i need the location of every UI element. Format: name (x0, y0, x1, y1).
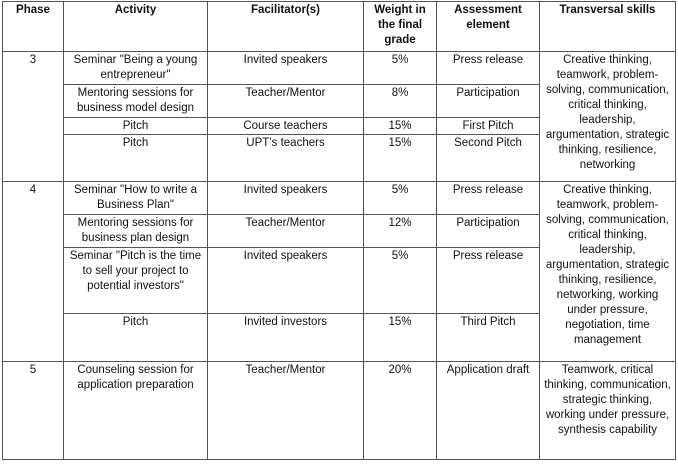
assessment-cell: Press release (437, 182, 540, 215)
phase-cell: 5 (3, 362, 64, 460)
activity-cell: Pitch (64, 314, 208, 362)
header-activity: Activity (64, 2, 208, 52)
header-facilitators: Facilitator(s) (208, 2, 364, 52)
table-row (3, 362, 676, 460)
facilitator-cell: UPT’s teachers (208, 135, 364, 182)
activity-cell: Counseling session for application preparation (64, 362, 208, 460)
activity-cell: Seminar "Being a young entrepreneur" (64, 52, 208, 85)
facilitator-cell: Teacher/Mentor (208, 85, 364, 118)
assessment-cell: Third Pitch (437, 314, 540, 362)
assessment-cell: Participation (437, 85, 540, 118)
header-weight: Weight in the final grade (364, 2, 437, 52)
weight-cell: 8% (364, 85, 437, 118)
weight-cell: 5% (364, 52, 437, 85)
activity-cell: Mentoring sessions for business plan design (64, 215, 208, 248)
assessment-cell: Application draft (437, 362, 540, 460)
facilitator-cell: Invited speakers (208, 52, 364, 85)
activity-cell: Pitch (64, 118, 208, 135)
skills-cell: Creative thinking, teamwork, problem-solving, communication, critical thinking, leadership, argumentation, strategic thinking, resilience, networking (540, 52, 676, 182)
assessment-cell: First Pitch (437, 118, 540, 135)
weight-cell: 15% (364, 118, 437, 135)
skills-cell: Teamwork, critical thinking, communication, strategic thinking, working under pressure, synthesis capability (540, 362, 676, 460)
facilitator-cell: Teacher/Mentor (208, 215, 364, 248)
skills-cell: Creative thinking, teamwork, problem-solving, communication, critical thinking, leadership, argumentation, strategic thinking, resilience, networking, working under pressure, negotiation, time management (540, 182, 676, 362)
phase-cell: 4 (3, 182, 64, 362)
activities-table (2, 1, 676, 460)
assessment-cell: Participation (437, 215, 540, 248)
header-assessment: Assessment element (437, 2, 540, 52)
table-row (3, 182, 676, 215)
activity-cell: Seminar "How to write a Business Plan" (64, 182, 208, 215)
phase-cell: 3 (3, 52, 64, 182)
facilitator-cell: Course teachers (208, 118, 364, 135)
facilitator-cell: Invited investors (208, 314, 364, 362)
activity-cell: Mentoring sessions for business model design (64, 85, 208, 118)
activity-cell: Seminar "Pitch is the time to sell your project to potential investors" (64, 248, 208, 314)
facilitator-cell: Invited speakers (208, 248, 364, 314)
header-row (3, 2, 676, 52)
facilitator-cell: Invited speakers (208, 182, 364, 215)
assessment-cell: Second Pitch (437, 135, 540, 182)
weight-cell: 20% (364, 362, 437, 460)
weight-cell: 12% (364, 215, 437, 248)
header-skills: Transversal skills (540, 2, 676, 52)
facilitator-cell: Teacher/Mentor (208, 362, 364, 460)
table-row (3, 52, 676, 85)
header-phase: Phase (3, 2, 64, 52)
activity-cell: Pitch (64, 135, 208, 182)
weight-cell: 5% (364, 248, 437, 314)
weight-cell: 5% (364, 182, 437, 215)
assessment-cell: Press release (437, 52, 540, 85)
weight-cell: 15% (364, 314, 437, 362)
weight-cell: 15% (364, 135, 437, 182)
assessment-cell: Press release (437, 248, 540, 314)
